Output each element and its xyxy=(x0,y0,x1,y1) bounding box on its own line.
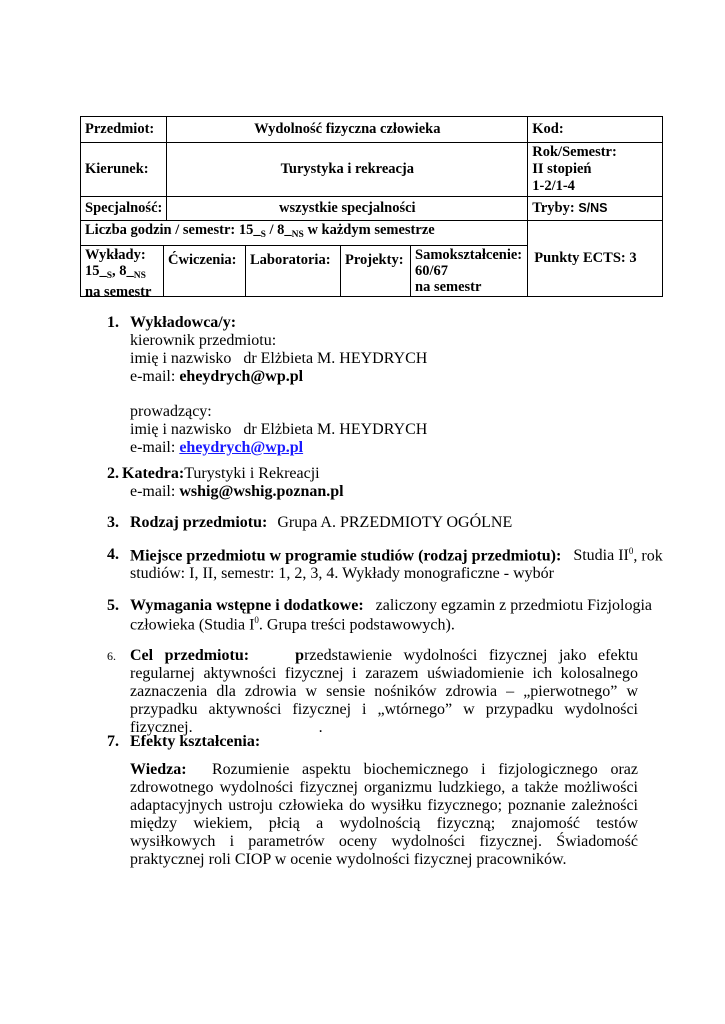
section-body xyxy=(130,597,652,634)
section-title: Katedra: xyxy=(122,465,185,482)
lectures-val-a: 15_ xyxy=(85,263,107,279)
teacher-name: imię i nazwisko dr Elżbieta M. HEYDRYCH xyxy=(130,421,428,438)
program-value-b: , rok xyxy=(633,547,663,565)
hours-suffix: w każdym semestrze xyxy=(303,222,435,238)
lectures-val-b: , 8_ xyxy=(112,263,134,279)
hours-cell xyxy=(81,221,528,246)
lectures-cell xyxy=(81,246,164,300)
email-label: e-mail: xyxy=(130,483,180,500)
goal-dot: . xyxy=(318,719,323,736)
hours-breakdown xyxy=(81,246,527,300)
year-semester-cell xyxy=(528,143,663,197)
ects-cell: Punkty ECTS: 3 xyxy=(528,221,663,297)
selfstudy-value: 60/67 xyxy=(415,263,449,279)
section-title: Efekty kształcenia: xyxy=(130,733,261,750)
knowledge-paragraph xyxy=(130,761,638,869)
subject-label: Przedmiot: xyxy=(81,117,167,143)
lectures-sub-s: S xyxy=(106,271,113,281)
exercises-cell: Ćwiczenia: xyxy=(164,246,246,296)
modes-value: S/NS xyxy=(578,201,608,215)
section-number: 4. xyxy=(107,546,119,563)
lectures-label: Wykłady: xyxy=(85,247,146,263)
hours-sub-ns: NS xyxy=(291,230,304,240)
lab-cell: Laboratoria: xyxy=(246,246,341,296)
section-number: 3. xyxy=(107,514,119,531)
requirements-sup: 0 xyxy=(254,615,259,625)
section-title: Miejsce przedmiotu w programie studiów (rodzaj przedmiotu): xyxy=(130,547,562,565)
subject-type-value: Grupa A. PRZEDMIOTY OGÓLNE xyxy=(277,514,513,531)
year-semester-label: Rok/Semestr: xyxy=(532,144,617,160)
knowledge-text: Rozumienie aspektu biochemicznego i fizjologicznego oraz zdrowotnego wydolności fizycznej organizmu ludzkiego, a także możliwości adaptacyjnych ustroju człowieka do wysiłku fizycznego; poznanie zależności między wiekiem, płcią a wydolnością fizyczną; znajomość testów wysiłkowych i parametrów oceny wydolności fizycznej. Świadomość praktycznej roli CIOP w ocenie wydolności fizycznej pracowników. xyxy=(130,761,639,868)
requirements-line2-a: człowieka (Studia I xyxy=(130,616,255,634)
requirements-value: zaliczony egzamin z przedmiotu Fizjologia xyxy=(375,597,652,614)
section-number: 1. xyxy=(107,314,119,331)
teacher-email-link[interactable]: eheydrych@wp.pl xyxy=(179,439,304,456)
head-email-line xyxy=(130,368,427,386)
modes-cell xyxy=(528,197,663,221)
section-number: 7. xyxy=(107,733,119,750)
direction-value: Turystyka i rekreacja xyxy=(167,143,528,197)
section-body xyxy=(130,314,427,457)
section-body xyxy=(130,733,638,869)
head-name: imię i nazwisko dr Elżbieta M. HEYDRYCH xyxy=(130,350,428,367)
modes-label: Tryby: xyxy=(532,200,575,216)
course-info-table xyxy=(80,116,663,300)
hours-mid: / 8_ xyxy=(265,222,292,238)
section-body xyxy=(130,514,512,532)
hours-breakdown-cell xyxy=(81,246,528,300)
email-label: e-mail: xyxy=(130,439,180,456)
department-email: wshig@wshig.poznan.pl xyxy=(179,483,344,500)
goal-text: rzedstawienie wydolności fizycznej jako efektu regularnej aktywności fizycznej i zarazem uświadomienie ich kolosalnego zaznaczenia dla zdrowia w sensie nośników zdrowia – „pierwotnego” w przypadku aktywności fizycznej i „wtórnego” w przypadku wydolności fizycznej. xyxy=(130,647,639,736)
knowledge-label: Wiedza: xyxy=(130,761,187,778)
program-line2: studiów: I, II, semestr: 1, 2, 3, 4. Wykłady monograficzne - wybór xyxy=(130,565,554,583)
direction-label: Kierunek: xyxy=(81,143,167,197)
section-title: Cel przedmiotu: xyxy=(130,647,250,664)
section-number: 2. xyxy=(107,465,119,482)
section-number: 5. xyxy=(107,597,119,614)
year-semester-level: II stopień xyxy=(532,161,592,177)
head-label: kierownik przedmiotu: xyxy=(130,332,277,349)
section-body xyxy=(122,465,344,501)
goal-first-letter: p xyxy=(295,647,305,664)
specialty-value: wszystkie specjalności xyxy=(167,197,528,221)
lectures-sub-ns: NS xyxy=(133,271,146,281)
section-title: Rodzaj przedmiotu: xyxy=(130,514,268,531)
projects-cell: Projekty: xyxy=(341,246,411,296)
program-value-a: Studia II xyxy=(573,547,629,565)
section-title: Wykładowca/y: xyxy=(130,314,237,331)
subject-value: Wydolność fizyczna człowieka xyxy=(167,117,528,143)
requirements-line2-b: . Grupa treści podstawowych). xyxy=(258,616,455,634)
head-email: eheydrych@wp.pl xyxy=(179,368,304,385)
section-number: 6. xyxy=(107,649,116,663)
year-semester-value: 1-2/1-4 xyxy=(532,178,575,194)
email-label: e-mail: xyxy=(130,368,180,385)
selfstudy-cell xyxy=(411,246,527,296)
section-body xyxy=(130,647,638,737)
section-body xyxy=(130,546,663,583)
hours-sub-s: S xyxy=(260,230,266,240)
selfstudy-unit: na semestr xyxy=(415,279,482,295)
department-value: Turystyki i Rekreacji xyxy=(184,465,320,482)
lectures-value xyxy=(85,263,159,284)
hours-prefix: Liczba godzin / semestr: 15_ xyxy=(85,222,261,238)
section-title: Wymagania wstępne i dodatkowe: xyxy=(130,597,364,614)
lectures-unit: na semestr xyxy=(85,284,152,300)
teacher-email-line xyxy=(130,439,427,457)
code-label: Kod: xyxy=(528,117,663,143)
selfstudy-label: Samokształcenie: xyxy=(415,247,523,263)
specialty-label: Specjalność: xyxy=(81,197,167,221)
teacher-label: prowadzący: xyxy=(130,403,212,420)
program-sup: 0 xyxy=(628,546,634,556)
